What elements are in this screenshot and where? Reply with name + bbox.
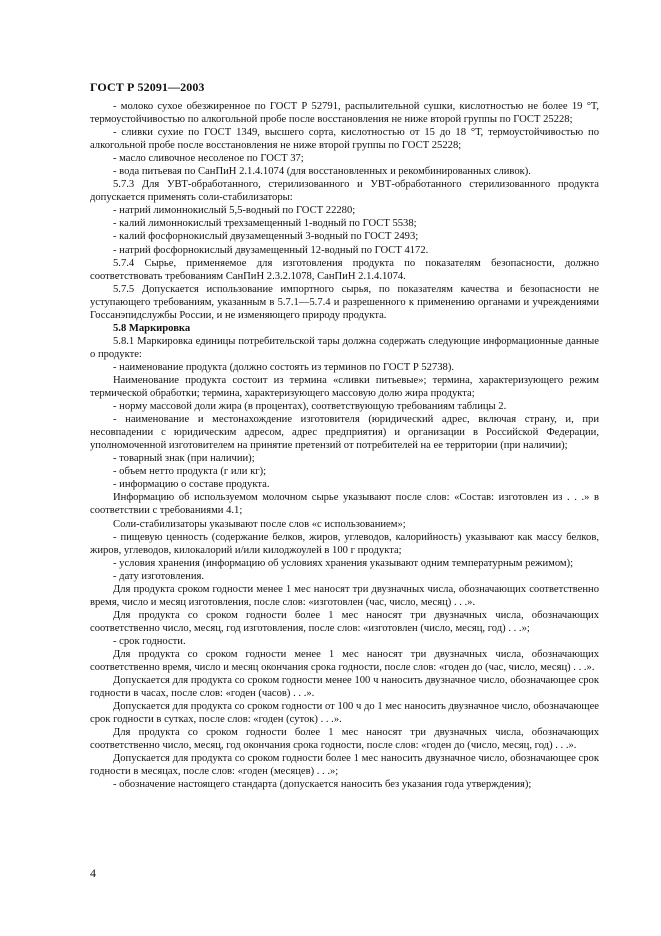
paragraph: - масло сливочное несоленое по ГОСТ 37; — [113, 153, 304, 165]
paragraph: Допускается для продукта со сроком годности от 100 ч до 1 мес наносить двузначное число, обозначающее срок годности в сутках, после слов: «годен (суток) . . .». — [90, 701, 599, 726]
paragraph: Допускается для продукта со сроком годности менее 100 ч наносить двузначное число, обозначающее срок годности в часах, после слов: «годен (часов) . . .». — [90, 675, 599, 700]
paragraph: Для продукта со сроком годности более 1 мес наносят три двузначных числа, обозначающих соответственно число, месяц, год окончания срока годности, после слов: «годен до (число, месяц, год) . . .». — [90, 727, 599, 752]
paragraph: 5.7.3 Для УВТ-обработанного, стерилизованного и УВТ-обработанного стерилизованного продукта допускается применять соли-стабилизаторы: — [90, 179, 599, 204]
paragraph: - натрий фосфорнокислый двузамещенный 12-водный по ГОСТ 4172. — [113, 244, 429, 256]
document-body — [90, 100, 599, 791]
paragraph: - наименование и местонахождение изготовителя (юридический адрес, включая страну, и, при несовпадении с юридическим адресом, адрес предприятия) и организации в Российской Федерации, уполномоченной изготовителем на принятие претензий от потребителей на ее территории (при наличии); — [90, 414, 599, 452]
standard-header: ГОСТ Р 52091—2003 — [90, 80, 205, 94]
paragraph: - калий фосфорнокислый двузамещенный 3-водный по ГОСТ 2493; — [113, 231, 419, 243]
paragraph: - дату изготовления. — [113, 570, 205, 582]
paragraph: - норму массовой доли жира (в процентах), соответствующую требованиям таблицы 2. — [113, 401, 507, 413]
paragraph: - информацию о составе продукта. — [113, 479, 270, 491]
paragraph: Для продукта со сроком годности более 1 мес наносят три двузначных числа, обозначающих соответственно число, месяц, год изготовления, после слов: «изготовлен (число, месяц, год) . . .»; — [90, 609, 599, 634]
paragraph: Информацию об используемом молочном сырье указывают после слов: «Состав: изготовлен из . . .» в соответствии с требованиями 4.1; — [90, 492, 599, 517]
paragraph: - срок годности. — [113, 635, 186, 647]
paragraph: - обозначение настоящего стандарта (допускается наносить без указания года утверждения); — [113, 779, 532, 791]
paragraph: 5.8.1 Маркировка единицы потребительской тары должна содержать следующие информационные данные о продукте: — [90, 335, 599, 360]
page-number: 4 — [90, 866, 96, 880]
paragraph: Допускается для продукта со сроком годности более 1 мес наносить двузначное число, обозначающее срок годности в месяцах, после слов: «годен (месяцев) . . .»; — [90, 753, 599, 778]
paragraph: Соли-стабилизаторы указывают после слов «с использованием»; — [113, 518, 406, 530]
paragraph: - калий лимоннокислый трехзамещенный 1-водный по ГОСТ 5538; — [113, 218, 417, 230]
paragraph: - наименование продукта (должно состоять из терминов по ГОСТ Р 52738). — [113, 361, 455, 373]
paragraph: 5.7.5 Допускается использование импортного сырья, по показателям качества и безопасности не уступающего требованиям, указанным в 5.7.1—5.7.4 и разрешенного к применению органами и учреждениями Госсанэпидслужбы России, и не изменяющего природу продукта. — [90, 283, 599, 321]
paragraph: 5.7.4 Сырье, применяемое для изготовления продукта по показателям безопасности, должно соответствовать требованиям СанПиН 2.3.2.1078, СанПиН 2.1.4.1074. — [90, 257, 599, 282]
paragraph: - товарный знак (при наличии); — [113, 453, 255, 465]
paragraph: - пищевую ценность (содержание белков, жиров, углеводов, калорийность) указывают как массу белков, жиров, углеводов, килокалорий и/или килоджоулей в 100 г продукта; — [90, 531, 599, 556]
paragraph: Наименование продукта состоит из термина «сливки питьевые»; термина, характеризующего режим термической обработки; термина, характеризующего массовую долю жира продукта; — [90, 374, 599, 400]
paragraph: - натрий лимоннокислый 5,5-водный по ГОСТ 22280; — [113, 205, 356, 217]
paragraph: - сливки сухие по ГОСТ 1349, высшего сорта, кислотностью от 15 до 18 °Т, термоустойчивостью по алкогольной пробе после восстановления не ниже второй группы по ГОСТ 25228; — [90, 127, 599, 152]
paragraph: - объем нетто продукта (г или кг); — [113, 466, 267, 478]
paragraph: - условия хранения (информацию об условиях хранения указывают одним температурным режимом); — [113, 557, 574, 569]
section-heading: 5.8 Маркировка — [113, 322, 191, 334]
paragraph: Для продукта сроком годности менее 1 мес наносят три двузначных числа, обозначающих соответственно время, число и месяц изготовления, после слов: «изготовлен (час, число, месяц) . . .». — [90, 583, 599, 608]
paragraph: Для продукта со сроком годности менее 1 мес наносят три двузначных числа, обозначающих соответственно время, число и месяц окончания срока годности, после слов: «годен до (час, число, месяц) . . .». — [90, 648, 599, 674]
paragraph: - вода питьевая по СанПиН 2.1.4.1074 (для восстановленных и рекомбинированных сливок). — [113, 166, 531, 178]
paragraph: - молоко сухое обезжиренное по ГОСТ Р 52791, распылительной сушки, кислотностью не более 19 °Т, термоустойчивостью по алкогольной пробе после восстановления не ниже второй группы по ГОСТ 25228; — [90, 101, 599, 126]
